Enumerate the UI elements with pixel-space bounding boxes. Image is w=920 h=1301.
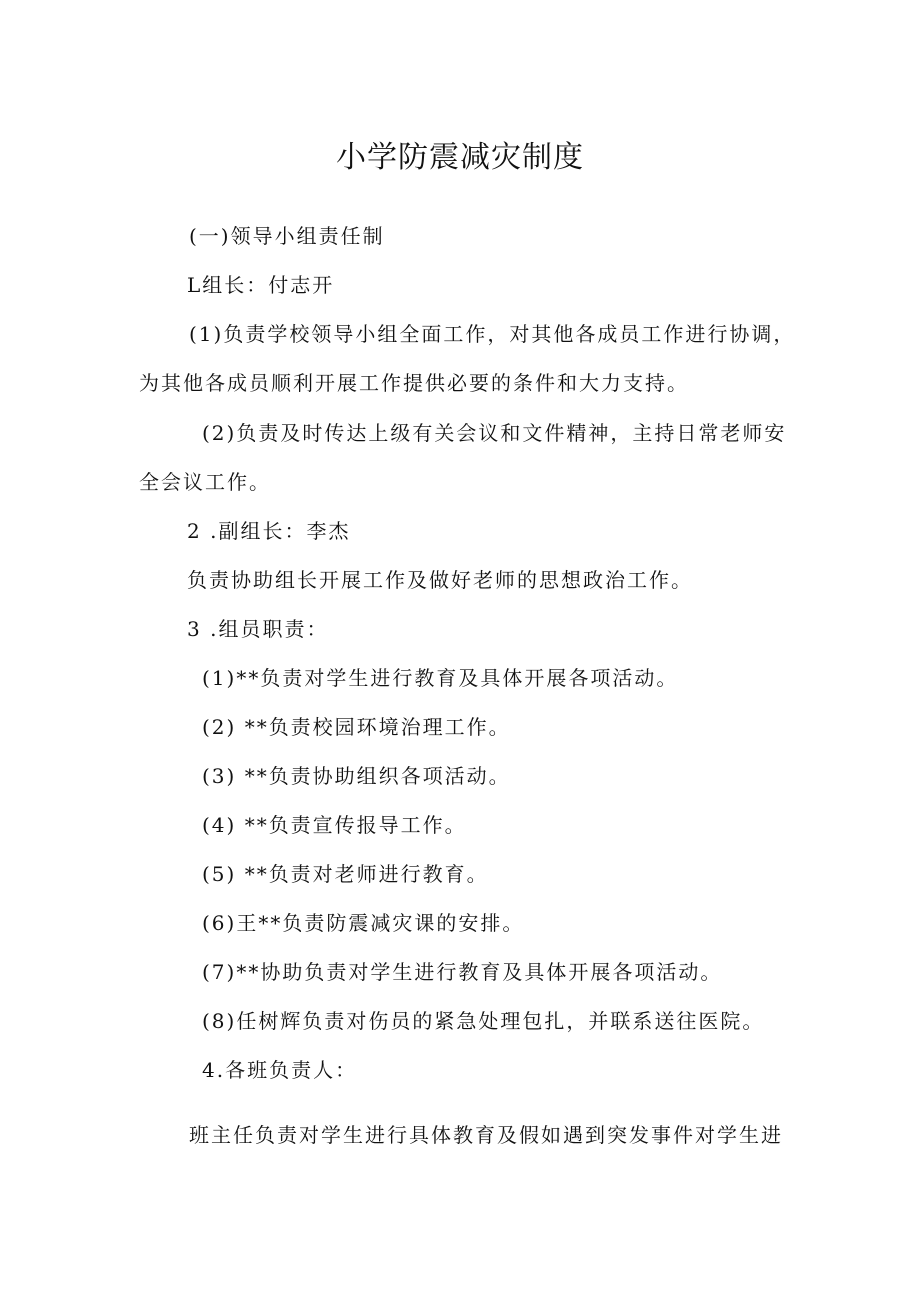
- member-duties-heading: 3 .组员职责：: [187, 617, 329, 641]
- leader-duty-2: (2)负责及时传达上级有关会议和文件精神，主持日常老师安: [202, 421, 787, 445]
- member-duty-7: (7)**协助负责对学生进行教育及具体开展各项活动。: [202, 960, 723, 984]
- team-leader-line: L组长：付志开: [187, 273, 335, 297]
- member-duty-1: (1)**负责对学生进行教育及具体开展各项活动。: [202, 666, 679, 690]
- section-heading-leadership: (一)领导小组责任制: [189, 224, 385, 248]
- member-duty-8: (8)任树辉负责对伤员的紧急处理包扎，并联系送往医院。: [202, 1009, 765, 1033]
- leader-duty-1: (1)负责学校领导小组全面工作，对其他各成员工作进行协调，: [189, 322, 796, 346]
- member-duty-3: (3) **负责协助组织各项活动。: [202, 764, 511, 788]
- member-duty-6: (6)王**负责防震减灾课的安排。: [202, 911, 525, 935]
- deputy-leader-duty: 负责协助组长开展工作及做好老师的思想政治工作。: [187, 568, 693, 592]
- member-duty-2: (2) **负责校园环境治理工作。: [202, 715, 511, 739]
- class-leaders-heading: 4.各班负责人：: [202, 1058, 358, 1082]
- member-duty-4: (4) **负责宣传报导工作。: [202, 813, 467, 837]
- leader-duty-2-continued: 全会议工作。: [139, 470, 271, 494]
- member-duty-5: (5) **负责对老师进行教育。: [202, 862, 489, 886]
- document-title: 小学防震减灾制度: [336, 140, 584, 175]
- leader-duty-1-continued: 为其他各成员顺利开展工作提供必要的条件和大力支持。: [139, 371, 689, 395]
- class-leaders-duty: 班主任负责对学生进行具体教育及假如遇到突发事件对学生进: [189, 1123, 783, 1147]
- deputy-leader-line: 2 .副组长：李杰: [187, 519, 351, 543]
